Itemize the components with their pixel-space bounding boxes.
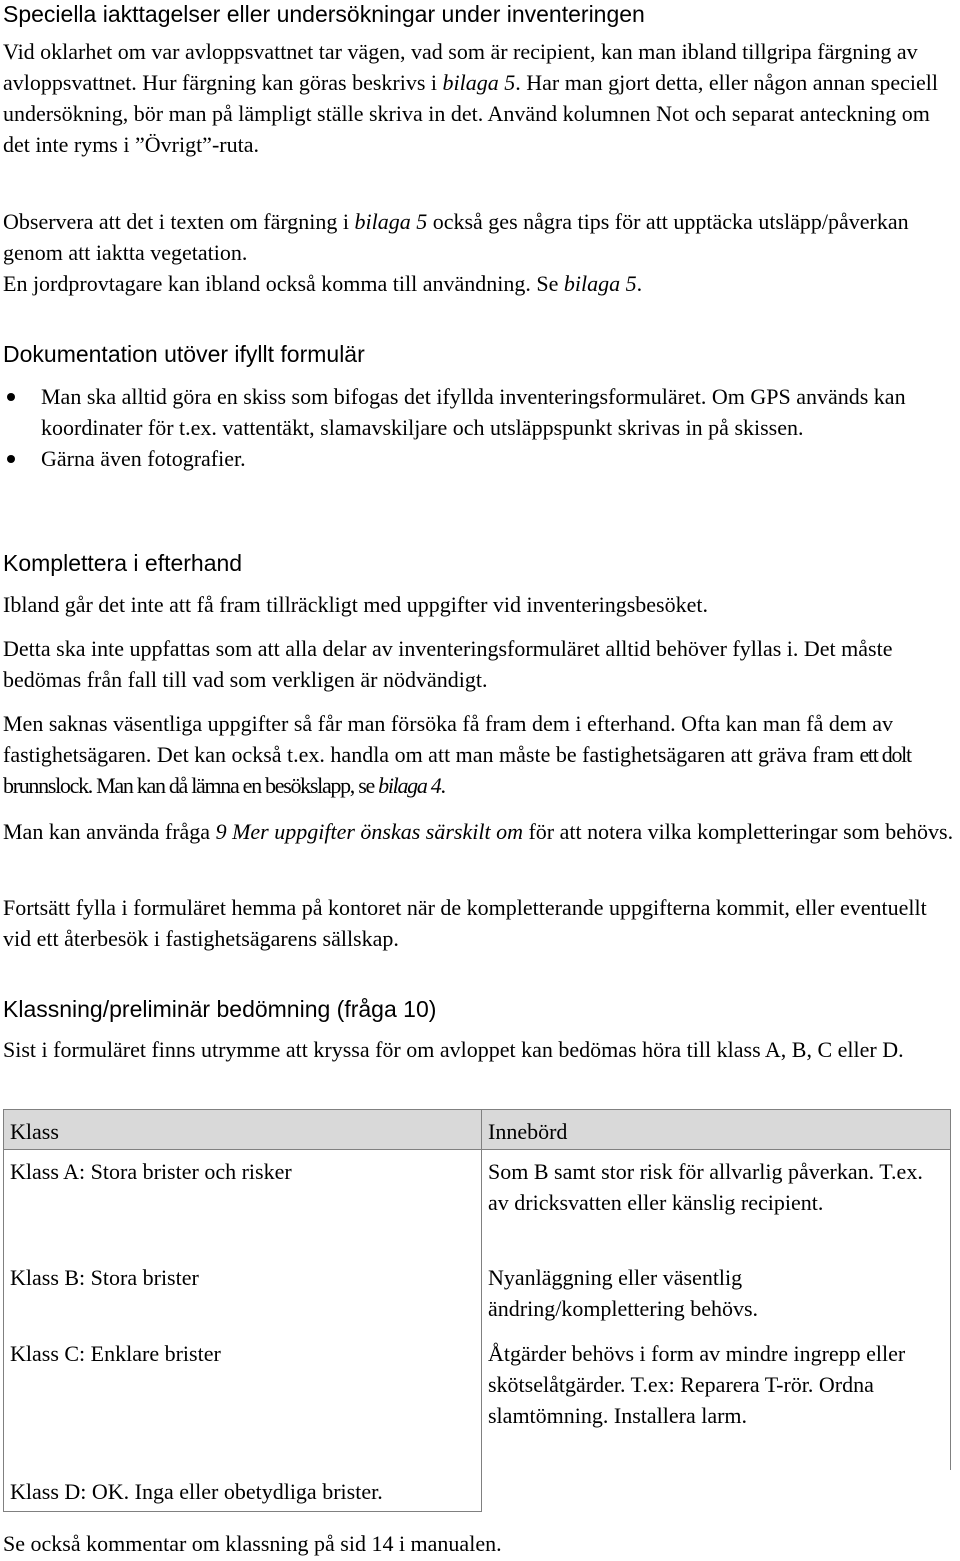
heading-classification: Klassning/preliminär bedömning (fråga 10): [3, 996, 437, 1022]
list-item: Man ska alltid göra en skiss som bifogas det ifyllda inventeringsformuläret. Om GPS används kan koordinater för t.ex. vattentäkt, slamavskiljare och utsläppspunkt skrivas in på skissen.: [3, 381, 958, 443]
paragraph-continue-filling: Fortsätt fylla i formuläret hemma på kontoret när de kompletterande uppgifterna kommit, eller eventuellt vid ett återbesök i fastighetsägarens sällskap.: [3, 895, 927, 951]
table-row: [4, 1150, 951, 1257]
table-row: [4, 1470, 951, 1512]
link-bilaga-5: bilaga 5: [563, 271, 637, 296]
heading-documentation: Dokumentation utöver ifyllt formulär: [3, 341, 365, 367]
cell-klass: Klass C: Enklare brister: [4, 1332, 482, 1470]
paragraph-insufficient-data: Ibland går det inte att få fram tillräckligt med uppgifter vid inventeringsbesöket.: [3, 592, 708, 617]
table-row: [4, 1332, 951, 1470]
heading-special-observations: Speciella iakttagelser eller undersökningar under inventeringen: [3, 1, 645, 27]
paragraph-footer-note: Se också kommentar om klassning på sid 14 i manualen.: [3, 1531, 502, 1556]
bullet-icon: [7, 393, 15, 401]
link-bilaga-4: bilaga 4: [378, 773, 441, 798]
cell-innebord: [482, 1470, 951, 1512]
table-header-row: [4, 1110, 951, 1150]
link-bilaga-5: bilaga 5: [354, 209, 428, 234]
paragraph-question-9: Man kan använda fråga 9 Mer uppgifter önskas särskilt om för att notera vilka kompletteringar som behövs.: [3, 819, 954, 844]
heading-complete-afterwards: Komplettera i efterhand: [3, 550, 243, 576]
paragraph-classification-intro: Sist i formuläret finns utrymme att kryssa för om avloppet kan bedömas höra till klass A, B, C eller D.: [3, 1037, 904, 1062]
classification-table: [3, 1109, 951, 1512]
bullet-icon: [7, 455, 15, 463]
column-header-klass: Klass: [4, 1110, 482, 1150]
paragraph-not-all-parts: Detta ska inte uppfattas som att alla delar av inventeringsformuläret alltid behöver fyllas i. Det måste bedömas från fall till vad som verkligen är nödvändigt.: [3, 636, 893, 692]
cell-klass: Klass A: Stora brister och risker: [4, 1150, 482, 1257]
column-header-innebord: Innebörd: [482, 1110, 951, 1150]
cell-klass: Klass B: Stora brister: [4, 1256, 482, 1332]
paragraph-soil-sampler: En jordprovtagare kan ibland också komma till användning. Se bilaga 5.: [3, 271, 643, 296]
link-bilaga-5: bilaga 5: [442, 70, 516, 95]
paragraph-coloring: Vid oklarhet om var avloppsvattnet tar vägen, vad som är recipient, kan man ibland tillgripa färgning av avloppsvattnet. Hur färgning kan göras beskrivs i bilaga 5. Har man gjort detta, eller någon annan speciell undersökning, bör man på lämpligt ställe skriva in det. Använd kolumnen Not och separat anteckning om det inte ryms i ”Övrigt”-ruta.: [3, 39, 938, 157]
cell-innebord: Som B samt stor risk för allvarlig påverkan. T.ex. av dricksvatten eller känslig recipient.: [482, 1150, 951, 1257]
paragraph-missing-data: Men saknas väsentliga uppgifter så får man försöka få fram dem i efterhand. Ofta kan man få dem av fastighetsägaren. Det kan också t.ex. handla om att man måste be fastighetsägaren att gräva fram ett dolt brunnslock. Man kan då lämna en besökslapp, se bilaga 4.: [3, 711, 911, 798]
paragraph-vegetation: Observera att det i texten om färgning i bilaga 5 också ges några tips för att upptäcka utsläpp/påverkan genom att iaktta vegetation.: [3, 209, 909, 265]
cell-innebord: Åtgärder behövs i form av mindre ingrepp eller skötselåtgärder. T.ex: Reparera T-rör. Ordna slamtömning. Installera larm.: [482, 1332, 951, 1470]
cell-klass: Klass D: OK. Inga eller obetydliga brister.: [4, 1470, 482, 1512]
table-row: [4, 1256, 951, 1332]
documentation-list: [3, 381, 958, 474]
list-item: Gärna även fotografier.: [3, 443, 958, 474]
cell-innebord: Nyanläggning eller väsentlig ändring/komplettering behövs.: [482, 1256, 951, 1332]
